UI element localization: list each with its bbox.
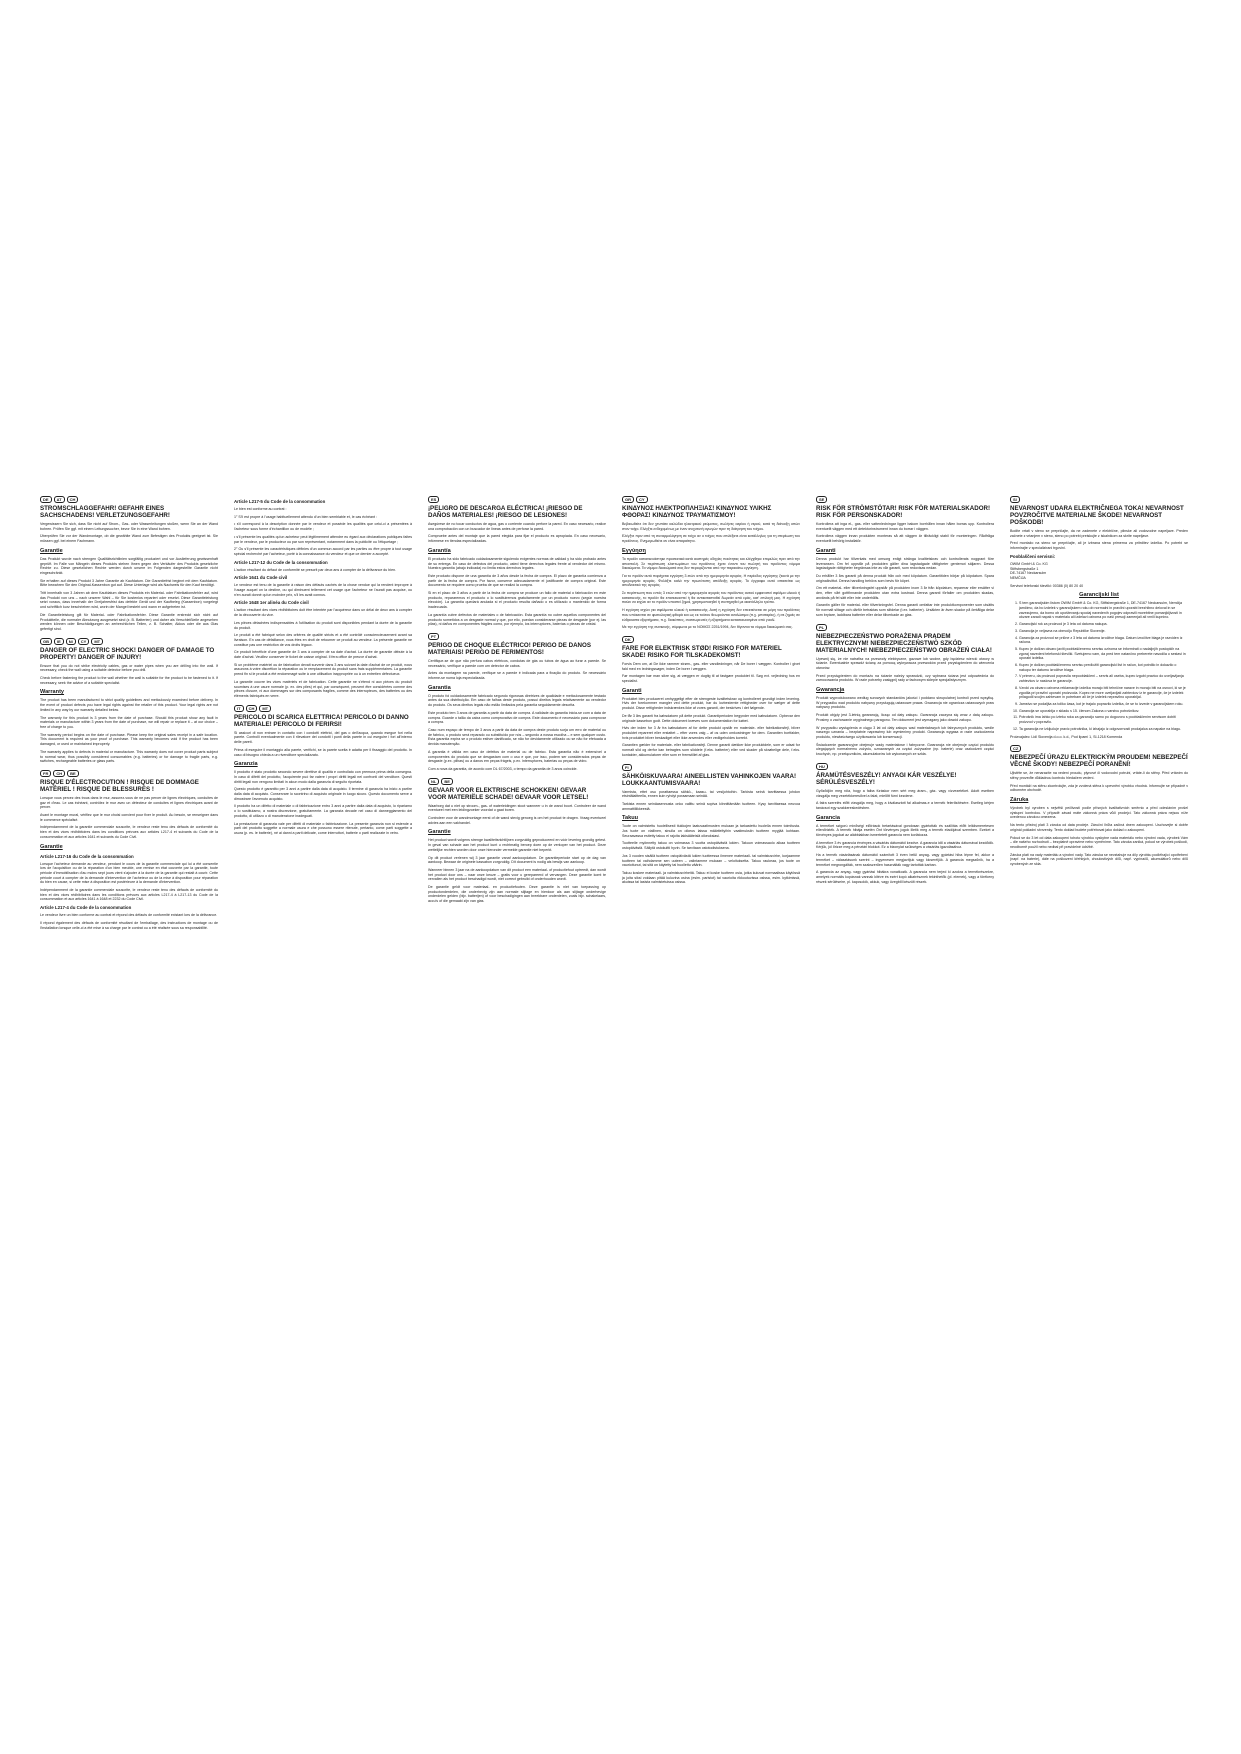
paragraph: Tritt innerhalb von 3 Jahren ab dem Kaufdatum dieses Produkts ein Material- oder Fabrikationsfehler auf, wird das Produkt von uns – nach unserer Wahl – für Sie kostenlos repariert oder ersetzt. Diese Garantieleistung setzt voraus, dass innerhalb der Dreijahresfrist das defekte Gerät und der Kaufbeleg (Kassenbon) vorgelegt und schriftlich kurz beschrieben wird, worin der Mangel besteht und wann er aufgetreten ist. [40,591,218,610]
section-heading: Garantía [428,547,451,554]
paragraph: Με την εγγύηση της συσκευής, σύμφωνα με το NOMOΣ 2251/1994, δεν θίγονται τα νόμιμα δικαιώματά σας. [622,625,793,630]
paragraph: The product has been manufactured to strict quality guidelines and meticulously examined before delivery. In the event of product defects you have legal rights against the retailer of this product. Your legal rights are not limited in any way by our warranty detailed below. [40,698,218,712]
paragraph: Ensure that you do not strike electricity cables, gas or water pipes when you are drilling into the wall. If necessary, check the wall using a suitable detector before you drill. [40,663,218,673]
text-column [234,496,412,1076]
paragraph: Tarkista ennen seinäasennusta onko valittu seinä sopiva kiinnittämään tuotteen. Kysy tarvittaessa neuvoa ammattiliikkeestä. [622,801,800,811]
warning-heading: PERIGO DE CHOQUE ELÉCTRICO! PERIGO DE DANOS MATERIAIS! PERIGO DE FERIMENTOS! [428,641,591,656]
section-heading: Garancijski list [1079,592,1119,599]
paragraph: Produktet blev produceret omhyggeligt efter de strengeste kvalitetskrav og kontrolleret grundigt inden levering. Hvis der forekommer mangler ved dette produkt, har du lovbestemte rettigheder over for sælger af dette produkt. Disse rettigheder indskrænkes ikke af vores garanti, der beskrives i det følgende. [622,696,800,711]
paragraph: Überprüfen Sie vor der Wandmontage, ob die gewählte Wand zum Befestigen des Produkts geeignet ist. Sie müssen ggf. bei einem Fachmann. [40,534,218,544]
country-tags [234,705,412,712]
text-column [1010,496,1188,1076]
warning-heading: NEBEZPEČÍ ÚRAZU ELEKTRICKÝM PROUDEM! NEBEZPEČÍ VĚCNÉ ŠKODY! NEBEZPEČÍ PORANĚNÍ! [1010,754,1188,769]
country-tags [40,770,218,777]
country-badge: BE [67,770,79,777]
paragraph: Pokud se do 3 let od data zakoupení tohoto výrobku vyskytne vada materiálu nebo výrobní vada, výrobek Vám – dle našeho rozhodnutí – bezplatně opravíme nebo vyměníme. Tato záruka zaniká, pokud se výrobek poškodí, neodborně použil nebo nedbal při pravidelné údržbě. [1010,835,1188,849]
paragraph: El producto ha sido fabricado cuidadosamente siguiendo exigentes normas de calidad y ha sido probado antes de su entrega. En caso de defectos del producto, usted tiene derechos legales frente al vendedor del mismo. Nuestra garantía (abajo indicada) no limita estos derechos legales. [428,556,606,571]
country-badge: SE [816,496,827,503]
paragraph: Σε περίπτωση που εντός 3 ετών από την ημερομηνία αγοράς του προϊόντος αυτού εμφανιστεί σφάλμα υλικού ή κατασκευής, το προϊόν θα επισκευαστεί ή θα αντικατασταθεί δωρεάν από εμάς, κατ' επιλογή μας. Η εγγύηση παύει να ισχύει αν το προϊόν υποστεί ζημιά, χρησιμοποιηθεί ή συντηρηθεί με ακατάλληλο τρόπο. [622,591,800,605]
paragraph: Záruka platí na vady materiálu a výrobní vady. Tato záruka se nevztahuje na díly výrobku podléhající opotřebení (např. na baterie), dále na poškození křehkých, choulostivých dílů, např. vypínačů, akumulátorů nebo dílů vyrobených ze skla. [1010,852,1188,867]
paragraph: Ha a termék vásárlásának dátumától számított 3 éven belül anyag- vagy gyártási hiba lépne fel, akkor a terméket – választásunk szerint – ingyenesen megjavítjuk vagy kicseréljük. A garancia megszűnik, ha a terméket megrongálták, nem szakszerűen használták vagy tartották karban. [816,853,994,867]
section-heading: Garanti [816,547,836,554]
paragraph: Výrobek byl vyroben s největší pečlivostí podle přísných kvalitativních směrnic a před odesláním prošel výstupní kontrolou. V případě závad máte zákonná práva vůči prodejci. Tato zákonná práva nejsou níže uvedenou zárukou omezena. [1010,806,1188,820]
language-section [428,496,606,627]
country-badge: PL [816,624,827,631]
country-badge: NI [66,638,76,645]
language-section [816,624,994,757]
paragraph: Για το προϊόν αυτό παρέχεται εγγύηση 3 ετών από την ημερομηνία αγοράς. Η περίοδος εγγύησης ξεκινά με την ημερομηνία αγοράς. Φυλάξτε καλά την πρωτότυπη απόδειξη αγοράς. Το έγγραφο αυτό απαιτείται ως αποδεικτικό της αγοράς. [622,573,800,588]
section-heading: Gwarancja [816,687,845,694]
paragraph: A terméket szigorú minőségi előírások betartásával gondosan gyártották és szállítás előtt lelkiismeretesen ellenőrizték. A termék hibája esetén Önt törvényes jogok illetik meg a termék eladójával szemben. Ezeket a törvényes jogokat az alábbiakban ismertetett garancia nem korlátozza. [816,823,994,838]
paragraph: Upewnij się, że nie natrafisz na przewody elektryczne, gazowe lub wodne, gdy będziesz wiercić otwory w ścianie. Ewentualnie sprawdź ścianę za pomocą wykrywacza przewodów przed przystąpieniem do wiercenia otworów. [816,656,994,670]
paragraph: Hvis der inden for 3 år fra købsdatoen af for dette produkt opstår en materiale- eller fabrikationsfejl, bliver produktet repareret eller erstattet – efter vores valg – af os uden omkostninger for dem. Garantien bortfalder, hvis produktet bliver beskadiget eller ikke anvendes eller vedligeholdes korrekt. [622,726,800,740]
section-heading: Garantie [40,547,63,554]
paragraph: Das Produkt wurde nach strengen Qualitätsrichtlinien sorgfältig produziert und vor Auslieferung gewissenhaft geprüft. Im Falle von Mängeln dieses Produkts stehen Ihnen gegen den Verkäufer des Produkts gesetzliche Rechte zu. Diese gesetzlichen Rechte werden durch unsere im Folgenden dargestellte Garantie nicht eingeschränkt. [40,556,218,575]
paragraph: Produkt objęty jest 3-letnią gwarancją, licząc od daty zakupu. Gwarancja zaczyna się wraz z datą zakupu. Prosimy o zachowanie oryginalnego paragonu. Ten dokument jest wymagany jako dowód zakupu. [816,713,994,722]
list-item: 1. S tem garancijskim listom OWIM GmbH & Co. KG, Stiftsbergstraße 1, DE-74167 Neckarsulm, Nemčija jamčimo, da bo izdelek v garancijskem roku ob normalni in pravilni uporabi brezhibno deloval in se zavezujemo, da bomo ob upoštevanju spodaj navedenih pogojev odpravili morebitne pomanjkljivosti in okvare zaradi napak v materialu ali izdelavi oziroma po naši presoji zamenjali ali vrnili kupnino. [1019,601,1188,620]
paragraph: Produkt wyprodukowano według surowych standardów jakości i poddano skrupulatnej kontroli przed wysyłką. W przypadku wad produktu nabywcy przysługują ustawowe prawa. Gwarancja nie ogranicza ustawowych praw nabywcy produktu. [816,696,994,710]
country-badge: MT [259,705,271,712]
paragraph: A falra szerelés előtt vizsgálja meg, hogy a kiválasztott fal alkalmas-e a termék felerősítésére. Esetleg kérjen tanácsot egy szakkereskedésben. [816,801,994,810]
paragraph: Om ett material- eller tillverkningsfel uppstår på produkten inom 3 år från köpdatum, reparerar eller ersätter vi den, efter vårt gottfinnande produkten utan extra kostnad. Denna garanti förfaller om produkten skadas, används på fel sätt eller inte underhålls. [816,586,994,600]
section-heading: Garantia [428,684,451,691]
paragraph: O produto foi cuidadosamente fabricado segundo rigorosas diretrizes de qualidade e meticulosamente testado antes da sua distribuição. Em caso de falhas deste produto, possui direitos legais relativamente ao vendedor do produto. Os seus direitos legais não estão limitados pela garantia seguidamente descrita. [428,693,606,708]
paragraph: Ujistěte se, že nenarazíte na vedení proudu, plynové či vodovodní potrubí, vrtáte-li do stěny. Před vrtáním do stěny proveďte důkladnou kontrolu hledačem vedení. [1010,771,1188,780]
warning-heading: SÄHKÖISKUVAARA! AINEELLISTEN VAHINKOJEN VAARA! LOUKKAANTUMISVAARA! [622,772,797,787]
section-heading: Warranty [40,689,65,696]
section-heading: Garanti [622,687,642,694]
paragraph: Przed przystąpieniem do montażu na ścianie należy sprawdzić, czy wybrana ściana jest odpowiednia do zamocowania produktu. W razie potrzeby zasięgnij rady w fachowym sklepie specjalistycznym. [816,673,994,683]
language-section [40,638,218,764]
paragraph: Il répond également des défauts de conformité résultant de l'emballage, des instructions de montage ou de l'installation lorsque celle-ci a été mise à sa charge par le contrat ou a été réalisée sous sa responsabilité. [40,920,218,930]
paragraph: Il prodotto è stato prodotto secondo severe direttive di qualità e controllato con premura prima della consegna. In caso di difetti del prodotto, l'acquirente può far valere i propri diritti legali nei confronti del venditore. Questi diritti legali non vengono limitati in alcun modo dalla garanzia di seguito riportata. [234,770,412,784]
paragraph: A garantia é válida em caso de defeitos de material ou de fabrico. Esta garantia não é extensível a componentes do produto que se desgastam com o uso e que, por isso, podem ser considerados peças de desgaste (p.ex. pilhas) ou a danos em peças frágeis, p.ex. interruptores, baterias ou peças de vidro. [428,749,606,764]
country-badge: CY [636,496,648,503]
paragraph: 2° Ou s'il présente les caractéristiques définies d'un commun accord par les parties ou être propre à tout usage spécial recherché par l'acheteur, porté à la connaissance du vendeur et que ce dernier a accepté. [234,547,412,556]
country-badge: DE [40,496,52,503]
list-item: 11. Potrošnik ima lahko po izteku roka za garancijo samo po dogovoru s pooblaščenim servisom dobiti proizvod v popravilo. [1019,715,1188,724]
warning-heading: PERICOLO DI SCARICA ELETTRICA! PERICOLO DI DANNO MATERIALE! PERICOLO DI FERIRSI! [234,713,409,728]
country-tags [622,764,800,771]
warning-heading: ΚΙΝΔΥΝΟΣ ΗΛΕΚΤΡΟΠΛΗΞΙΑΣ! ΚΙΝΔΥΝΟΣ ΥΛΙΚΗΣ ΦΘΟΡΑΣ! ΚΙΝΔΥΝΟΣ ΤΡΑΥΜΑΤΙΣΜΟΥ! [622,505,772,519]
warning-heading: RISK FÖR STRÖMSTÖTAR! RISK FÖR MATERIALSKADOR! RISK FÖR PERSONSKADOR! [816,505,991,519]
paragraph: The warranty period begins on the date of purchase. Please keep the original sales receipt in a safe location. This document is required as your proof of purchase. This warranty becomes void if the product has been damaged, or used or maintained improperly. [40,732,218,747]
paragraph: Antes da montagem na parede, verifique se a parede é indicada para a fixação do produto. Se necessário informe-se numa loja especializada. [428,671,606,681]
country-badge: PT [428,633,439,640]
paragraph: Jos 3 vuoden sisällä tuotteen ostopäivästä lukien tuotteessa ilmenee materiaali- tai valmistusvirhe, korjaamme tuotteen tai vaihdamme sen uuteen – valintamme mukaan – veloituksetta. Takuu raukeaa, jos tuote on vaurioitunut, tai sitä on käytetty tai huollettu väärin. [622,853,800,868]
paragraph: Caso num espaço de tempo de 3 anos a partir da data de compra deste produto surja um erro de material ou de fabrico, o produto será reparado ou substituído por nós – segundo a nossa escolha – e sem qualquer custo. Esta garantia expira se o produto estiver danificado, se não for devidamente utilizado ou se não for efetuada a devida manutenção. [428,727,606,747]
numbered-list [1010,601,1188,731]
manual-sheet [40,496,1200,1076]
paragraph: De får 3 års garanti fra købsdatoen på dette produkt. Garantiperioden begynder med købsdatoen. Opbevar den originale kassebon godt. Dette dokument kræves som dokumentation for købet. [622,713,800,723]
country-tags [428,496,606,503]
warning-heading: FARE FOR ELEKTRISK STØD! RISIKO FOR MATERIEL SKADE! RISIKO FOR TILSKADEKOMST! [622,644,782,659]
warning-heading: ÁRAMÜTÉSVESZÉLY! ANYAGI KÁR VESZÉLYE! SÉRÜLÉSVESZÉLY! [816,771,957,786]
paragraph: Forvis Dem om, at De ikke rammer strøm-, gas- eller vandledninger, når De borer i væggen. Kontroller i givet fald med en ledningssøger, inden De borer i væggen. [622,661,800,671]
paragraph: Le bien est conforme au contrat : [234,507,287,511]
section-heading: Εγγύηση [622,547,646,554]
country-badge: GB [40,638,52,645]
paragraph: The warranty for this product is 3 years from the date of purchase. Should this product show any fault in materials or manufacture within 3 years from the date of purchase, we will repair or replace it – at our choice – free of charge to you. [40,715,218,729]
language-section [1010,745,1188,867]
paragraph: Servisni telefonski številki: 00386 (0) 80 20 40 [1010,583,1084,588]
country-badge: SI [1010,496,1020,503]
country-badge: ES [428,496,439,503]
address-block: OWIM GmbH & Co. KG Stiftsbergstraße 1 DE-74167 Neckarsulm NEMČIJA [1010,561,1048,580]
paragraph: Les pièces détachées indispensables à l'utilisation du produit sont disponibles pendant la durée de la garantie du produit. [234,620,412,630]
country-tags [428,778,606,785]
country-badge: CH [53,770,65,777]
paragraph: Si assicuri di non entrare in contatto con i condotti elettrici, del gas o dell'acqua, quando esegue fori nella parete. Controlli eventualmente con il rilevatore dei condotti i punti della parete in cui eseguire i fori all'interno delle pareti. [234,730,412,745]
language-section [622,764,800,886]
paragraph: Kontrollera väggen innan produkten monteras så att väggen är tillräckligt stabil för monteringen. Rådfråga eventuellt behörig installatör. [816,534,994,544]
language-section [816,763,994,885]
section-heading: Takuu [622,815,639,822]
paragraph: La garantie couvre les vices matériels et de fabrication. Cette garantie ne s'étend ni aux pièces du produit soumises à une usure normale (p. ex. des piles) et qui, par conséquent, peuvent être considérées comme des pièces d'usure, ni aux dommages sur des composants fragiles, comme des interrupteurs, des batteries ou des éléments fabriqués en verre. [234,679,412,698]
paragraph: • s'il correspond à la description donnée par le vendeur et possède les qualités que celui-ci a présentées à l'acheteur sous forme d'échantillon ou de modèle ; [234,522,412,532]
paragraph: Denna produkt har tillverkats med omsorg enligt stränga kvalitetskrav och kontrollerats noggrant före leveransen. Om fel uppstår på produkten gäller dina lagstadgade rättigheter gentemot säljaren. Dessa lagstadgade rättigheter begränsas inte av vår garanti, som redovisas nedan. [816,556,994,571]
section-heading: Garantie [40,843,63,850]
paragraph: Świadczenie gwarancyjne obejmuje wady materiałowe i fabryczne. Gwarancja nie obejmuje części produktu ulegających normalnemu zużyciu, uznawanych za części zużywalne (np. baterie) oraz uszkodzeń części kruchych, np. przełączników, akumulatorów lub wykonanych ze szkła. [816,742,994,757]
language-section [428,633,606,772]
list-item: 6. Kupec je dolžan pooblaščenemu servisu predložiti garancijski list in račun, kot potrdilo in dokazilo o nakupu ter datumu izročitve blaga. [1019,663,1188,672]
country-badge: BE [441,778,453,785]
country-badge: NL [428,778,439,785]
list-item: 5. Kupec je dolžan okvaro javiti pooblaščenemu servisu oziroma se informirati o nadaljnjih postopkih na zgoraj navedeni telefonski številki. Svetujemo vam, da pred tem natančno preberete navodila o sestavi in uporabi izdelka. [1019,647,1188,661]
paragraph: Indépendamment de la garantie commerciale souscrite, le vendeur reste tenu des défauts de conformité du bien et des vices rédhibitoires dans les conditions prévues aux articles L217-4 à L217-13 du Code de la consommation et aux articles 1641 à 1648 et 2232 du Code Civil. [40,888,218,902]
country-tags [816,496,994,503]
country-badge: CY [78,638,90,645]
country-tags [1010,745,1188,752]
paragraph: Lorsque vous percez des trous dans le mur, assurez-vous de ne pas percer de lignes électriques, conduites de gaz et d'eau. Le cas échéant, contrôlez le mur avec un détecteur de conduites et lignes électriques avant de percer. [40,795,218,810]
section-heading: Garanzia [234,761,258,768]
paragraph: Questo prodotto è garantito per 3 anni a partire dalla data di acquisto. Il termine di garanzia ha inizio a partire dalla data di acquisto. Conservare lo scontrino di acquisto originale in luogo sicuro. Questo documento serve a dimostrare l'avvenuto acquisto. [234,787,412,801]
paragraph: La garantía cubre defectos de materiales o de fabricación. Esta garantía no cubre aquellos componentes del producto sometidos a un desgaste normal y que, por ello, puedan considerarse piezas de desgaste (por ej. las pilas), ni daños en componentes frágiles como, por ejemplo, los interruptores, baterías o piezas de cristal. [428,612,606,627]
paragraph: Varmista, ettet osu porattaessa sähkö-, kaasu- tai vesijohtoihin. Tarkista seinä tarvittaessa johdon etsintälaitteella, ennen kuin ryhdyt poraamaan seinää. [622,789,800,799]
paragraph: Le vendeur livre un bien conforme au contrat et répond des défauts de conformité existant lors de la délivrance. [40,913,218,918]
country-badge: IE [54,638,64,645]
paragraph: La prestazione di garanzia vale per difetti di materiale o fabbricazione. La presente garanzia non si estende a parti del prodotto soggette a normale usura e che possono essere ritenute, pertanto, come parti soggette a usura (p. es. le batterie), né ai danni a parti delicate, come interruttori, batterie o parti realizzate in vetro. [234,821,412,835]
paragraph: Garantien gælder for materiale- eller fabrikationsfejl. Denne garanti dækker ikke produktdele, som er udsat for normalt slid og derfor kan betragtes som sliddele (f.eks. batterier) eller ved skader på skrøbelige dele, f.eks. kontakter, akkumulatorer eller som er fremstillet af glas. [622,743,800,757]
subheading: Article L217-4 du Code de la consommation [40,905,132,911]
text-column [428,496,606,1076]
paragraph: Du erhåller 3 års garanti på denna produkt från och med köpdatum. Garantitiden börjar på köpdatum. Spara originalkvittot. Denna handling behövs som bevis för köpet. [816,573,994,583]
paragraph: Indépendamment de la garantie commerciale souscrite, le vendeur reste tenu des défauts de conformité du bien et des vices rédhibitoires dans les conditions prévues aux articles L217-4 et suivants du Code de la consommation et aux articles 1641 et suivants du Code Civil. [40,825,218,839]
paragraph: W przypadku wystąpienia w ciągu 3 lat od daty zakupu wad materiałowych lub fabrycznych produktu, wedle naszego uznania – bezpłatnie naprawimy lub wymienimy produkt. Gwarancja wygasa w razie uszkodzenia produktu, niewłaściwego użytkowania lub konserwacji. [816,725,994,739]
paragraph: Βεβαιωθείτε ότι δεν χτυπάτε καλώδια ηλεκτρικού ρεύματος, σωλήνες αερίου ή νερού, κατά τη διάνοιξη οπών στον τοίχο. Ελέγξτε ενδεχομένως με έναν ανιχνευτή αγωγών πριν τη διάτρηση του τοίχου. [622,522,800,531]
paragraph: Kontrollera att inga el-, gas- eller vattenledningar ligger bakom borrhålen innan hålen borras upp. Kontrollera eventuellt väggen med ett detektorinstrument innan du borrar i väggen. [816,522,994,531]
list-item: 4. Garancija za proizvod se prične z 3 leta od datuma izročitve blaga. Datum izročitve blaga je razviden iz računa. [1019,636,1188,645]
warning-heading: STROMSCHLAGGEFAHR! GEFAHR EINES SACHSCHADENS! VERLETZUNGSGEFAHR! [40,505,170,519]
language-section [428,778,606,904]
paragraph: De garantie geldt voor materiaal- en productiefouten. Deze garantie is niet van toepassing op productonderdelen, die onderhevig zijn aan normale slijtage en hierdoor als aan slijtage onderhevige onderdelen gelden (bijv. batterijen) of voor beschadigingen aan breekbare onderdelen, zoals bijv. schakelaars, accu's of die gemaakt zijn van glas. [428,885,606,904]
country-tags [622,636,800,643]
paragraph: Compruebe antes del montaje que la pared elegida para fijar el producto es apropiada. En caso necesario, infórmese en tiendas especializadas. [428,534,606,544]
country-badge: FI [622,764,632,771]
country-tags [40,496,218,503]
list-item: 3. Garancija je veljavna na območju Republike Slovenije. [1019,629,1188,634]
list-item: 8. Vzroki za okvaro oziroma reklamacije izdelka morajo biti tehnične narave in morajo biti na osnovi, ki se je zgodila pri pravilni uporabi proizvoda. Kupec ne more uveljavljati zahtevkov iz te garancije, če je izdelek prilagodil svojim zahtevam in potrebam ali če je izdelek nepravilno uporabljal. [1019,686,1188,700]
country-badge: DK [622,636,634,643]
text-column [622,496,800,1076]
language-section [622,636,800,758]
paragraph: • s'il présente les qualités qu'un acheteur peut légitimement attendre eu égard aux déclarations publiques faites par le vendeur, par le producteur ou par son représentant, notamment dans la publicité ou l'étiquetage ; [234,534,412,544]
paragraph: Před montáží na stěnu zkontrolujte, zda je zvolená stěna k upevnění výrobku vhodná. Informujte se případně v odborném obchodě. [1010,783,1188,793]
paragraph: 1° S'il est propre à l'usage habituellement attendu d'un bien semblable et, le cas échéant : [234,514,377,519]
paragraph: Győződjön meg róla, hogy a falba fúráskor nem sért meg áram-, gáz- vagy vízvezetéket. Adott esetben vizsgálja meg vezetékkeresővel a falat, mielőtt fúrni kezdene. [816,788,994,798]
paragraph: Garantin gäller för material- eller tillverkningsfel. Denna garanti omfattar inte produktkomponenter som utsätts för normalt slitage och därför betraktas som slitdelar (t.ex. batterier). Ursäkten är även skador på ömtåliga delar som brytare, laddbara batterier eller delar tillverkade av glas. [816,603,994,617]
paragraph: Το προϊόν κατασκευάστηκε προσεκτικά κατά αυστηρές οδηγίες ποιότητας και ελέγχθηκε επιμελώς πριν από την αποστολή. Σε περίπτωση ελαττωμάτων του προϊόντος έχετε έναντι του πωλητή του προϊόντος νόμιμα δικαιώματα. Τα νόμιμα δικαιώματά σας δεν περιορίζονται από την παρακάτω εγγύηση. [622,556,800,571]
paragraph: Certifique-se de que não perfura cabos elétricos, condutas de gás ou tubos de água ao furar a parede. Se necessário, verifique a parede com um detector de cabos. [428,658,606,668]
paragraph: Ελέγξτε πριν από τη συναρμολόγηση σε τοίχο αν ο τοίχος που επιλέξατε είναι κατάλληλος για τη στερέωση του προϊόντος. Ενημερωθείτε αν είναι απαραίτητο. [622,534,800,544]
country-tags [816,624,994,631]
paragraph: Si en el plazo de 3 años a partir de la fecha de compra se produce un fallo de material o fabricación en este producto, repararemos el producto o lo sustituiremos gratuitamente por un producto nuevo (según nuestra elección). La garantía quedará anulada si el producto resulta dañado o es utilizado o mantenido de forma inadecuada. [428,591,606,610]
country-tags [622,496,800,503]
subheading: Pooblaščeni servisni: [1010,553,1056,559]
paragraph: Avant le montage mural, vérifiez que le mur choisi convient pour fixer le produit. Au besoin, se renseigner dans le commerce spécialisé. [40,813,218,822]
paragraph: Proizvajalec: Lidl Slovenija d.o.o. k.d., Pod lipami 1, SI-1218 Komenda [1010,734,1123,739]
language-section [1010,496,1188,739]
country-tags [816,763,994,770]
subheading: Article L217-12 du Code de la consommation [234,559,328,565]
country-badge: CH [246,705,258,712]
section-heading: Garantie [428,829,451,836]
paragraph: Prima di eseguire il montaggio alla parete, verifichi, se la parete scelta è adatta per il fissaggio del prodotto. In caso di bisogno chieda a un rivenditore specializzato. [234,747,412,757]
paragraph: Lorsque l'acheteur demande au vendeur, pendant le cours de la garantie commerciale qui lui a été consentie lors de l'acquisition ou de la réparation d'un bien meuble, une remise en état couverte par la garantie, toute période d'immobilisation d'au moins sept jours vient s'ajouter à la durée de la garantie qui restait à courir. Cette période court à compter de la demande d'intervention de l'acheteur ou de la mise à disposition pour réparation du bien en cause, si cette mise à disposition est postérieure à la demande d'intervention. [40,861,218,885]
paragraph: Die Garantieleistung gilt für Material- oder Fabrikationsfehler. Diese Garantie erstreckt sich nicht auf Produktteile, die normaler Abnutzung ausgesetzt sind (z. B. Batterien) und daher als Verschleißteile angesehen werden können oder Beschädigungen an zerbrechlichen Teilen, z. B. Schalter, Akkus oder die aus Glas gefertigt sind. [40,612,218,631]
list-item: 9. Jamstvo se podaljša za toliko časa, kot je trajalo popravilo izdelka, če se to izvede v garancijskem roku. [1019,702,1188,707]
country-badge: CZ [1010,745,1021,752]
country-badge: GR [622,496,634,503]
subheading: Article L217-16 du Code de la consommation [40,853,134,859]
section-heading: Garancia [816,814,840,821]
language-section [234,499,412,699]
warning-heading: NEVARNOST UDARA ELEKTRIČNEGA TOKA! NEVARNOST POVZROČITVE MATERIALNE ŠKODE! NEVARNOST POŠKODB! [1010,505,1184,526]
subheading: Article 1641 du Code civil [234,575,288,581]
text-column [816,496,994,1076]
country-badge: AT [54,496,65,503]
paragraph: Η εγγύηση ισχύει για σφάλματα υλικού ή κατασκευής. Αυτή η εγγύηση δεν επεκτείνεται σε μέρη του προϊόντος που υπόκεινται σε φυσιολογική φθορά και ως εκ τούτου θεωρούνται αναλώσιμα (π.χ. μπαταρίες), ή σε ζημιές σε εύθραυστα εξαρτήματα, π.χ. διακόπτες, συσσωρευτές ή εξαρτήματα κατασκευασμένα από γυαλί. [622,608,800,622]
country-tags [40,638,218,645]
paragraph: Vergewissern Sie sich, dass Sie nicht auf Strom-, Gas- oder Wasserleitungen stoßen, wenn Sie an der Wand bohren. Prüfen Sie ggf. mit einem Leitungssucher, bevor Sie in eine Wand bohren. [40,522,218,531]
paragraph: Le produit a été fabriqué selon des critères de qualité stricts et a été contrôlé consciencieusement avant sa livraison. En cas de défaillance, vous êtes en droit de retourner ce produit au vendeur. La présente garantie ne constitue pas une restriction de vos droits légaux. [234,633,412,647]
paragraph: Før montagen bør man sikre sig, at væggen er dugtig til at fastgøre produktet til. Søg evt. vejledning hos en specialist. [622,674,800,684]
warning-heading: NIEBEZPIECZEŃSTWO PORAŻENIA PRĄDEM ELEKTRYCZNYM! NIEBEZPIECZEŃSTWO SZKÓD MATERIALNYCH! NIEBEZPIECZEŃSTWO OBRAŻEŃ CIAŁA! [816,632,992,654]
list-item: 7. V primeru, da proizvod popravila nepooblaščeni – servis ali oseba, kupec izgubi pravico do uveljavljanja zahtevkov iz naslova te garancije. [1019,674,1188,683]
paragraph: Waarborg dat u niet op stroom-, gas- of waterleidingen stoot wanneer u in de wand boort. Controleer de wand eventueel met een leidingzoeker voordat u gaat boren. [428,803,606,813]
paragraph: Op dit product verlenen wij 3 jaar garantie vanaf aankoopdatum. De garantieperiode start op de dag van aankoop. Bewaar de originele kassabon zorgvuldig. Dit document is nodig als bewijs van aankoop. [428,855,606,865]
section-heading: Záruka [1010,797,1029,804]
paragraph: Na tento přístroj platí 3 záruka od data prodeje. Záruční lhůta začíná dnem zakoupení. Uschovejte si dobře originál pokladní stvrzenky. Tento doklad budete potřebovat jako doklad o zakoupení. [1010,823,1188,832]
country-tags [1010,496,1188,503]
paragraph: Le vendeur est tenu de la garantie à raison des défauts cachés de la chose vendue qui la rendent impropre à l'usage auquel on la destine, ou qui diminuent tellement cet usage que l'acheteur ne l'aurait pas acquise, ou n'en aurait donné qu'un moindre prix, s'il les avait connus. [234,583,412,597]
country-badge: IT [234,705,244,712]
paragraph: Il prodotto ha un difetto di materiale o di fabbricazione entro 3 anni a partire dalla data di acquisto, lo ripariamo o lo sostituiamo, a nostra discrezione, gratuitamente. La garanzia decade nel caso di danneggiamento del prodotto, di utilizzo o di manutenzione inadeguati. [234,804,412,818]
language-section [816,496,994,618]
paragraph: Controleer voor de wandmontage eerst of de wand stevig genoeg is om het product te dragen. Vraag eventueel advies aan een vakhandel. [428,816,606,825]
list-item: 12. Ta garancija ne izključuje pravic potrošnika, ki izhajajo iz odgovornosti prodajalca za napake na blagu. [1019,727,1188,732]
paragraph: Sie erhalten auf dieses Produkt 3 Jahre Garantie ab Kaufdatum. Die Garantiefrist beginnt mit dem Kaufdatum. Bitte bewahren Sie den Original-Kassenbon gut auf. Diese Unterlage wird als Nachweis für den Kauf benötigt. [40,578,218,588]
paragraph: Este producto dispone de una garantía de 3 años desde la fecha de compra. El plazo de garantía comienza a partir de la fecha de compra. Por favor, conserve adecuadamente el justificante de compra original. Este documento se requiere como prueba de que se realizó la compra. [428,573,606,588]
warning-heading: ¡PELIGRO DE DESCARGA ELÉCTRICA! ¡RIESGO DE DAÑOS MATERIALES! ¡RIESGO DE LESIONES! [428,505,583,519]
country-badge: MT [91,638,103,645]
subheading: Article L217-5 du Code de la consommation [234,499,326,504]
paragraph: L'action résultant du défaut de conformité se prescrit par deux ans à compter de la délivrance du bien. [234,567,397,572]
paragraph: Wanneer binnen 3 jaar na de aankoopdatum van dit product een materiaal- of productiefout optreedt, dan wordt het product door ons – naar onze keuze – gratis voor u gerepareerd of vervangen. Deze garantie komt te vervallen als het product beschadigd wordt, niet correct gebruikt of onderhouden wordt. [428,867,606,882]
country-tags [428,633,606,640]
paragraph: The warranty applies to defects in material or manufacture. This warranty does not cover product parts subject to normal wear, thus possibly considered consumables (e.g. batteries) or for damage to fragile parts, e.g. switches, rechargeable batteries or glass parts. [40,749,218,764]
paragraph: Com a nova da garantia, de acordo com DL 67/2003, o tempo da garantia de 3 anos coincide. [428,766,578,771]
country-badge: FR [40,770,51,777]
list-item: 2. Garancijski rok za proizvod je 3 leta od datuma nakupa. [1019,622,1188,627]
paragraph: A termékre 3 év garancia érvényes a vásárlás dátumától kezdve. A garancia idő a vásárlás dátumával kezdődik. Kérjük, jól őrizze meg a pénztári blokkot. Ez a bizonylat szükséges a vásárlás igazolásához. [816,840,994,850]
paragraph: Takuu koskee materiaali- ja valmistusvirheitä. Takuu ei koske tuotteen osia, jotka kuluvat normaalissa käytössä ja joita siksi voidaan pitää kuluvina osina (esim. paristot) tai vaurioita rikkoutuvissa osissa, esim. kytkimissä, akuissa tai lasista valmistetuissa osissa. [622,870,800,885]
text-column [40,496,218,1076]
paragraph: Si un problème matériel ou de fabrication devait survenir dans 3 ans suivant la date d'achat de ce produit, nous assurons à votre discrétion la réparation ou le remplacement du produit sans frais supplémentaires. La garantie prend fin si le produit a été endommagé suite à une utilisation inappropriée ou à un entretien défectueux. [234,662,412,677]
paragraph: Asegúrese de no tocar conductos de agua, gas o corriente cuando perfore la pared. En caso necesario, realice una comprobación con un buscador de líneas antes de perforar la pared. [428,522,606,531]
language-section [40,496,218,632]
language-section [40,770,218,930]
paragraph: Ce produit bénéficie d'une garantie de 3 ans à compter de sa date d'achat. La durée de garantie débute à la date d'achat. Veuillez conserver le ticket de caisse original. Il fera office de preuve d'achat. [234,650,412,660]
country-badge: CH [67,496,79,503]
country-badge: HU [816,763,828,770]
paragraph: Check before fastening the product to the wall whether the wall is suitable for the product to be fastened to it. If necessary, seek the advice of a suitable specialist. [40,676,218,685]
paragraph: A garancia az anyag- vagy gyártási hibákra vonatkozik. A garancia nem terjed ki azokra a termékrészekre, amelyek normális kopásnak vannak kitéve és ezért kopó alkatrésznek tekinthetők (pl. elemek), vagy a törékeny részek sérüléseire, pl. kapcsolók, akkuk, vagy üvegből készült részek. [816,870,994,884]
paragraph: Este produto tem 3 anos de garantia a partir da data de compra. A validade da garantia inicia-se com a data de compra. Guarde o talão da caixa como comprovativo de compra. Este documento é necessário para comprovar a compra. [428,710,606,725]
paragraph: Pred montažo na steno se prepričajte, ali je izbrana stena primerna za pritrditev izdelka. Po potrebi se informirajte v specializirani trgovini. [1010,541,1188,551]
warning-heading: DANGER OF ELECTRIC SHOCK! DANGER OF DAMAGE TO PROPERTY! DANGER OF INJURY! [40,646,215,661]
language-section [622,496,800,630]
paragraph: Tuote on valmistettu huolellisesti tiukkojen laatuvaatimusten mukaan ja tarkastettu huolella ennen toimitusta. Jos tuote on viallinen, sinulla on oikeus laissa määriteltyihin vaatimuksiin tuotteen myyjää kohtaan. Seuraavassa esitetty takuu ei rajoita lakisääteisiä oikeuksiasi. [622,824,800,838]
language-section [234,705,412,836]
list-item: 10. Garancija se uporablja v skladu s 15. členom Zakona o varstvu potrošnikov. [1019,709,1188,714]
warning-heading: RISQUE D'ÉLECTROCUTION ! RISQUE DE DOMMAGE MATÉRIEL ! RISQUE DE BLESSURES ! [40,778,199,793]
paragraph: Het product wordt volgens strenge kwaliteitsrichtlijnen zorgvuldig geproduceerd en vóór levering grondig getest. In geval van schade aan het product kunt u rechtmatig beroep doen op de verkoper van het product. Deze wettelijke rechten worden door onze hieronder vermelde garantie niet beperkt. [428,838,606,852]
subheading: Article 1648 1er alinéa du Code civil [234,600,309,606]
paragraph: L'action résultant des vices rédhibitoires doit être intentée par l'acquéreur dans un délai de deux ans à compter de la découverte du vice. [234,608,412,618]
paragraph: Tuotteelle myönnetty takuu on voimassa 3 vuotta ostopäivästä lukien. Takuun voimassaolo alkaa tuotteen ostopäivästä. Säilytä ostokuitti hyvin. Se tarvitaan ostotodistuksena. [622,841,800,851]
paragraph: Bodite vrtati v steno se prepričajte, da ne zadenete v električne, plinske ali vodovodne napeljave. Preden začnete z vrtanjem v steno, steno po potrebi preiskujte z iskalnikom za skrite napeljave. [1010,529,1188,538]
warning-heading: GEVAAR VOOR ELEKTRISCHE SCHOKKEN! GEVAAR VOOR MATERIËLE SCHADE! GEVAAR VOOR LETSEL! [428,786,589,801]
